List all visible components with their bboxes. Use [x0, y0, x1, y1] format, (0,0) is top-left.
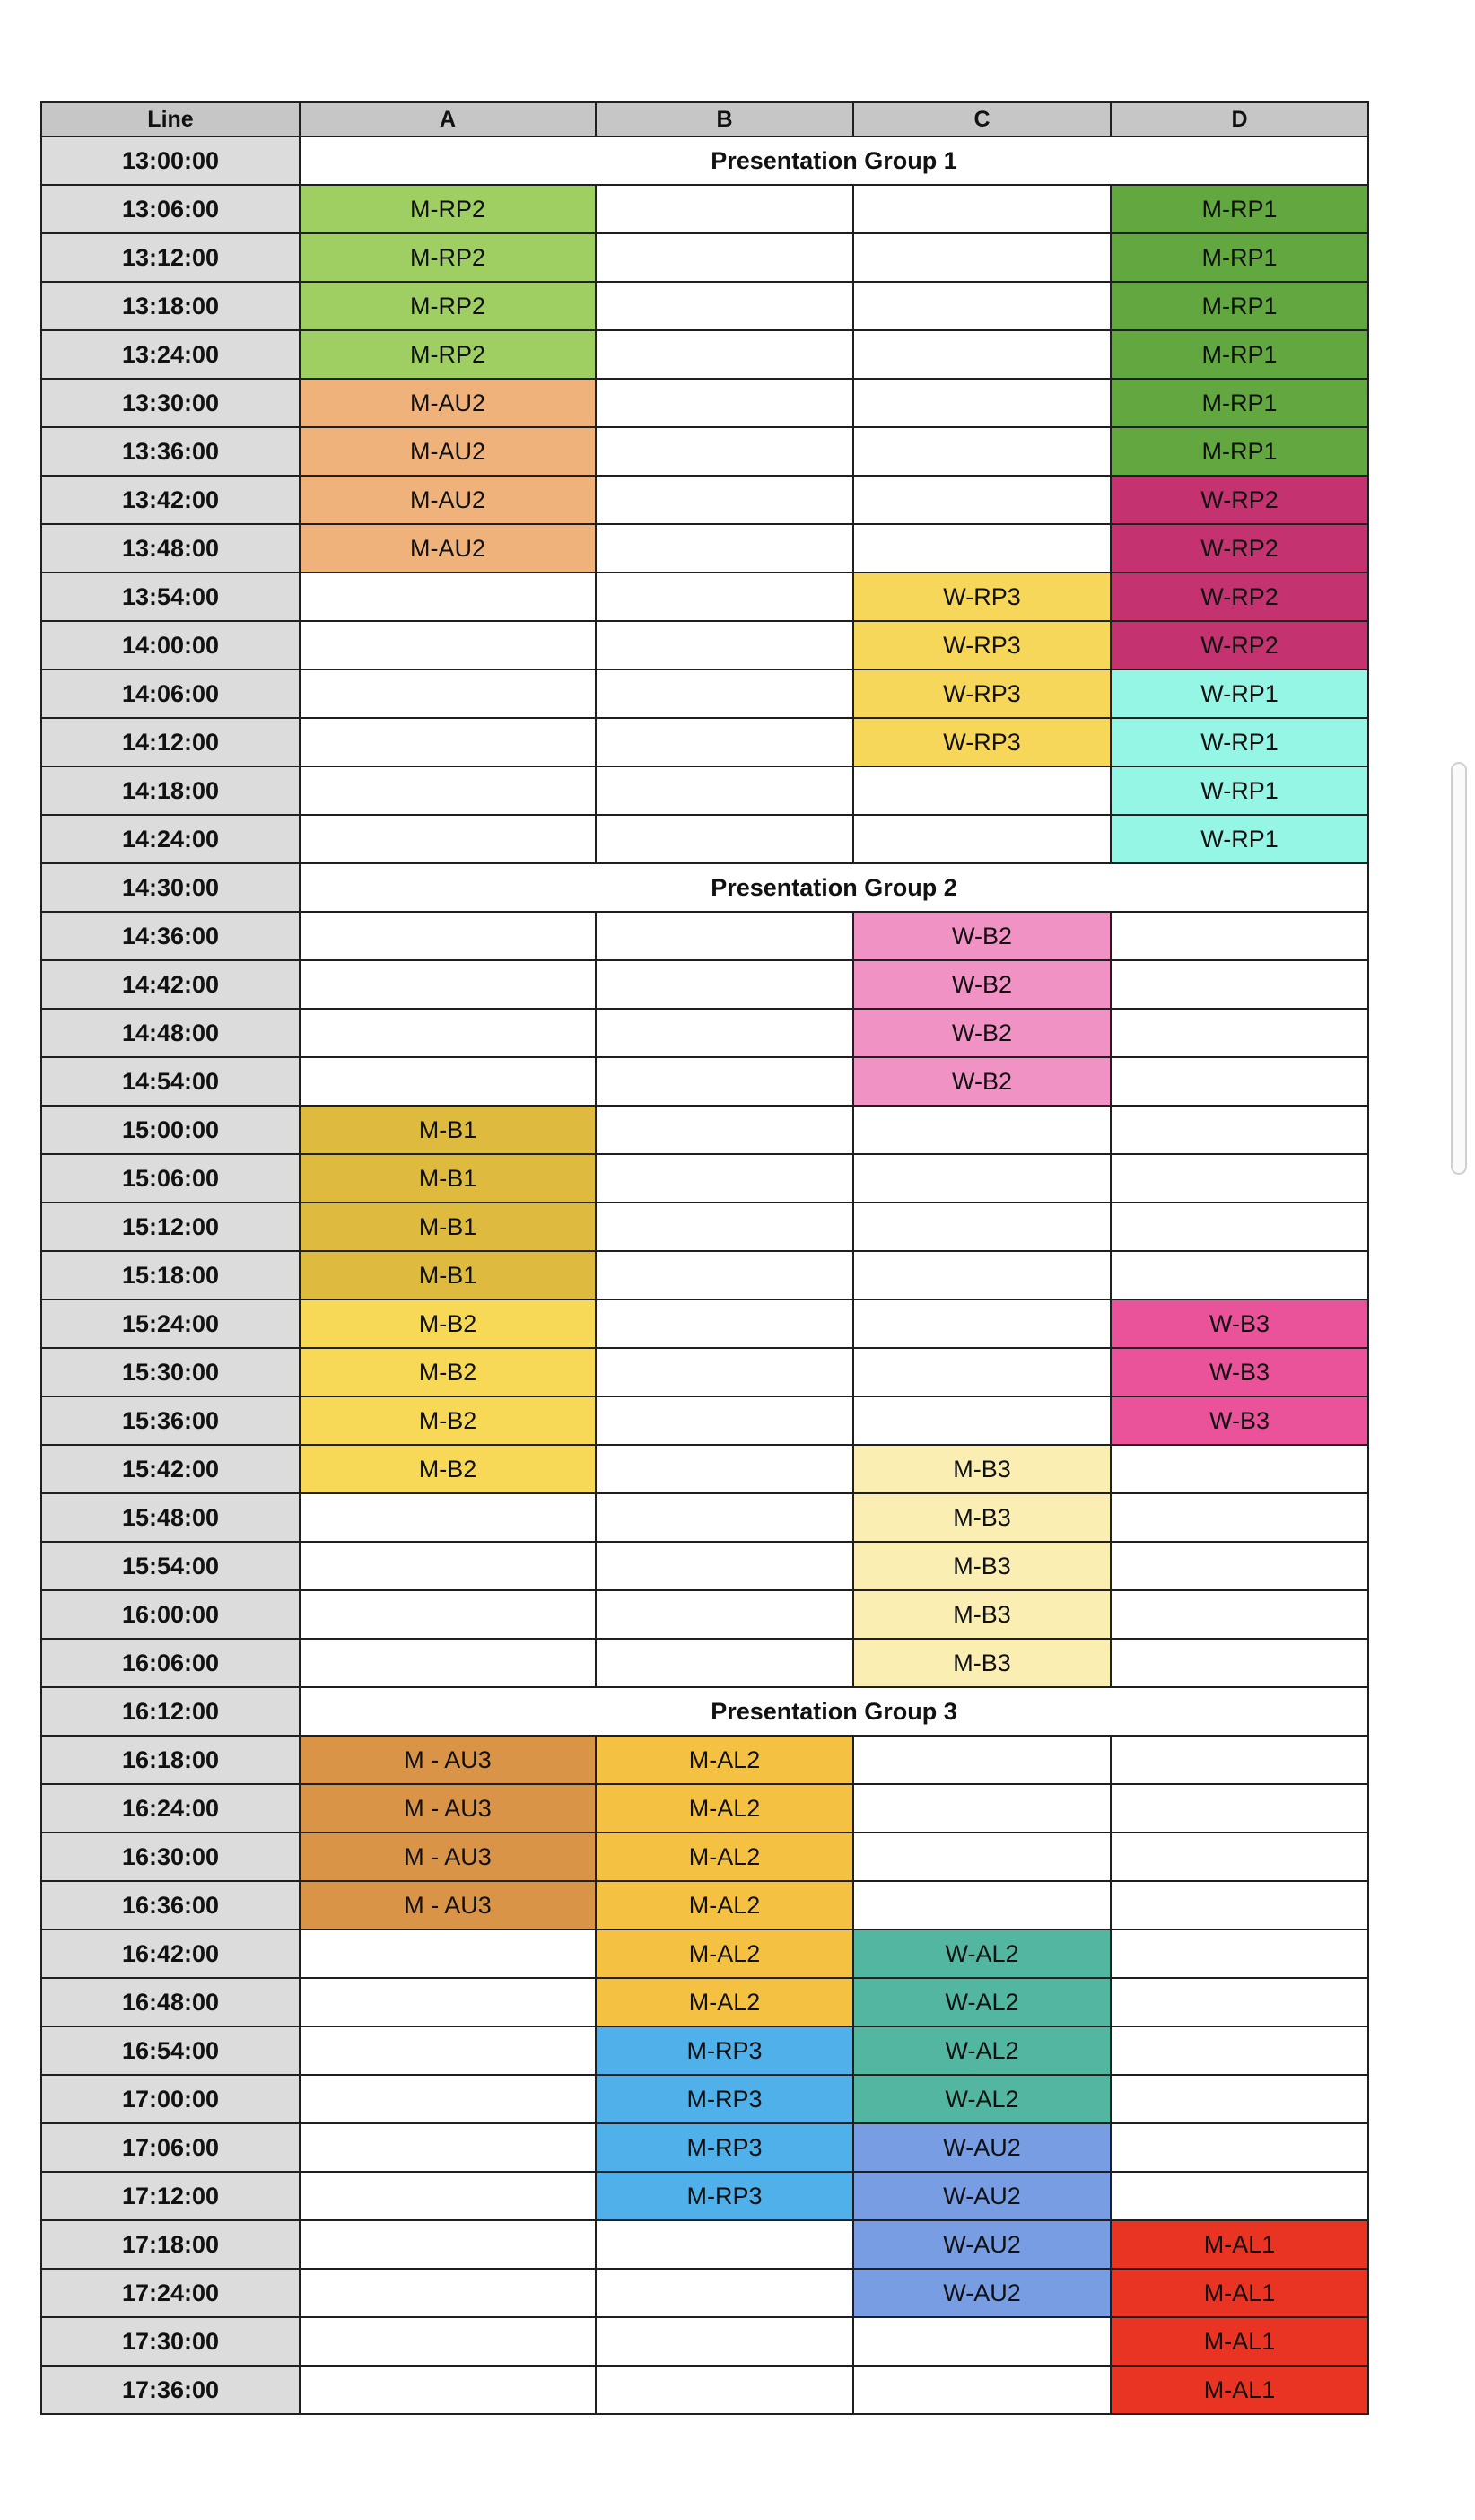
time-cell[interactable]: 13:54:00 — [41, 573, 300, 621]
slot-cell-d[interactable] — [1111, 1784, 1368, 1833]
slot-cell-a[interactable] — [300, 1009, 596, 1057]
slot-cell-c[interactable]: W-AU2 — [853, 2123, 1111, 2172]
slot-cell-b[interactable] — [596, 2269, 853, 2317]
table-row — [41, 1445, 1368, 1493]
slot-cell-a[interactable] — [300, 1493, 596, 1542]
slot-cell-c[interactable] — [853, 1203, 1111, 1251]
time-cell[interactable]: 15:30:00 — [41, 1348, 300, 1396]
slot-cell-d[interactable] — [1111, 912, 1368, 960]
slot-cell-a[interactable]: M-B2 — [300, 1396, 596, 1445]
slot-cell-b[interactable]: M-AL2 — [596, 1978, 853, 2026]
slot-cell-d[interactable] — [1111, 2172, 1368, 2220]
slot-cell-b[interactable]: M-RP3 — [596, 2123, 853, 2172]
time-cell[interactable]: 14:42:00 — [41, 960, 300, 1009]
slot-cell-a[interactable] — [300, 1057, 596, 1106]
slot-cell-b[interactable] — [596, 1493, 853, 1542]
table-row — [41, 2269, 1368, 2317]
slot-cell-a[interactable]: M - AU3 — [300, 1784, 596, 1833]
slot-cell-c[interactable]: W-AL2 — [853, 2026, 1111, 2075]
slot-cell-a[interactable]: M-AU2 — [300, 379, 596, 427]
table-row — [41, 815, 1368, 863]
slot-cell-c[interactable] — [853, 1784, 1111, 1833]
slot-cell-c[interactable]: M-B3 — [853, 1590, 1111, 1639]
slot-cell-b[interactable] — [596, 1009, 853, 1057]
slot-cell-c[interactable]: W-AU2 — [853, 2269, 1111, 2317]
slot-cell-d[interactable] — [1111, 1833, 1368, 1881]
time-cell[interactable]: 15:54:00 — [41, 1542, 300, 1590]
slot-cell-a[interactable] — [300, 1929, 596, 1978]
time-cell[interactable]: 15:36:00 — [41, 1396, 300, 1445]
slot-cell-d[interactable] — [1111, 1929, 1368, 1978]
slot-cell-c[interactable]: M-B3 — [853, 1493, 1111, 1542]
table-row — [41, 1881, 1368, 1929]
slot-cell-a[interactable]: M-B1 — [300, 1203, 596, 1251]
slot-cell-d[interactable] — [1111, 1009, 1368, 1057]
vertical-scrollbar[interactable] — [1451, 762, 1467, 1175]
slot-cell-c[interactable]: W-RP3 — [853, 669, 1111, 718]
column-header-a[interactable]: A — [300, 102, 596, 136]
time-cell[interactable]: 16:30:00 — [41, 1833, 300, 1881]
time-cell[interactable]: 15:24:00 — [41, 1299, 300, 1348]
slot-cell-a[interactable]: M - AU3 — [300, 1736, 596, 1784]
time-cell[interactable]: 13:42:00 — [41, 476, 300, 524]
slot-cell-d[interactable]: W-B3 — [1111, 1396, 1368, 1445]
table-row — [41, 2220, 1368, 2269]
slot-cell-a[interactable] — [300, 669, 596, 718]
time-cell[interactable]: 14:12:00 — [41, 718, 300, 766]
slot-cell-b[interactable] — [596, 669, 853, 718]
slot-cell-a[interactable] — [300, 2026, 596, 2075]
slot-cell-c[interactable]: W-AU2 — [853, 2220, 1111, 2269]
time-cell[interactable]: 14:00:00 — [41, 621, 300, 669]
slot-cell-d[interactable]: M-AL1 — [1111, 2317, 1368, 2366]
slot-cell-a[interactable]: M-RP2 — [300, 233, 596, 282]
slot-cell-c[interactable] — [853, 1881, 1111, 1929]
time-cell[interactable]: 15:18:00 — [41, 1251, 300, 1299]
table-row — [41, 1736, 1368, 1784]
slot-cell-c[interactable]: W-RP3 — [853, 621, 1111, 669]
slot-cell-d[interactable]: W-B3 — [1111, 1348, 1368, 1396]
time-cell[interactable]: 17:06:00 — [41, 2123, 300, 2172]
time-cell[interactable]: 15:00:00 — [41, 1106, 300, 1154]
time-cell[interactable]: 16:36:00 — [41, 1881, 300, 1929]
slot-cell-c[interactable] — [853, 815, 1111, 863]
slot-cell-c[interactable] — [853, 524, 1111, 573]
column-header-b[interactable]: B — [596, 102, 853, 136]
slot-cell-c[interactable] — [853, 427, 1111, 476]
table-row — [41, 2026, 1368, 2075]
slot-cell-b[interactable] — [596, 912, 853, 960]
time-cell[interactable]: 17:24:00 — [41, 2269, 300, 2317]
slot-cell-b[interactable] — [596, 427, 853, 476]
slot-cell-a[interactable] — [300, 718, 596, 766]
slot-cell-d[interactable] — [1111, 1978, 1368, 2026]
slot-cell-d[interactable]: W-RP2 — [1111, 476, 1368, 524]
slot-cell-b[interactable]: M-AL2 — [596, 1736, 853, 1784]
slot-cell-b[interactable] — [596, 1639, 853, 1687]
slot-cell-a[interactable] — [300, 960, 596, 1009]
slot-cell-b[interactable] — [596, 2366, 853, 2414]
slot-cell-c[interactable]: W-B2 — [853, 960, 1111, 1009]
slot-cell-c[interactable] — [853, 330, 1111, 379]
time-cell[interactable]: 15:42:00 — [41, 1445, 300, 1493]
table-row — [41, 2075, 1368, 2123]
slot-cell-a[interactable]: M - AU3 — [300, 1881, 596, 1929]
table-row — [41, 233, 1368, 282]
schedule-table — [40, 101, 1369, 2415]
slot-cell-a[interactable] — [300, 2220, 596, 2269]
time-cell[interactable]: 17:12:00 — [41, 2172, 300, 2220]
table-row — [41, 573, 1368, 621]
group-row — [41, 863, 1368, 912]
table-row — [41, 1251, 1368, 1299]
table-row — [41, 427, 1368, 476]
slot-cell-d[interactable] — [1111, 1251, 1368, 1299]
slot-cell-b[interactable] — [596, 1251, 853, 1299]
time-cell[interactable]: 16:24:00 — [41, 1784, 300, 1833]
slot-cell-b[interactable] — [596, 1396, 853, 1445]
time-cell[interactable]: 14:18:00 — [41, 766, 300, 815]
column-header-d[interactable]: D — [1111, 102, 1368, 136]
table-row — [41, 330, 1368, 379]
slot-cell-a[interactable]: M-RP2 — [300, 185, 596, 233]
slot-cell-a[interactable] — [300, 1978, 596, 2026]
slot-cell-d[interactable]: M-RP1 — [1111, 185, 1368, 233]
slot-cell-b[interactable] — [596, 718, 853, 766]
time-cell[interactable]: 15:48:00 — [41, 1493, 300, 1542]
time-cell[interactable]: 15:12:00 — [41, 1203, 300, 1251]
slot-cell-c[interactable] — [853, 379, 1111, 427]
slot-cell-b[interactable] — [596, 2317, 853, 2366]
slot-cell-d[interactable] — [1111, 1154, 1368, 1203]
slot-cell-c[interactable] — [853, 2366, 1111, 2414]
time-cell[interactable]: 14:48:00 — [41, 1009, 300, 1057]
table-row — [41, 766, 1368, 815]
slot-cell-b[interactable] — [596, 185, 853, 233]
table-row — [41, 1154, 1368, 1203]
table-row — [41, 621, 1368, 669]
slot-cell-b[interactable] — [596, 1445, 853, 1493]
slot-cell-a[interactable] — [300, 2269, 596, 2317]
table-row — [41, 2123, 1368, 2172]
slot-cell-a[interactable]: M - AU3 — [300, 1833, 596, 1881]
slot-cell-b[interactable] — [596, 815, 853, 863]
slot-cell-c[interactable] — [853, 282, 1111, 330]
table-row — [41, 2317, 1368, 2366]
slot-cell-d[interactable] — [1111, 1881, 1368, 1929]
slot-cell-b[interactable] — [596, 233, 853, 282]
time-cell[interactable]: 15:06:00 — [41, 1154, 300, 1203]
slot-cell-b[interactable]: M-RP3 — [596, 2172, 853, 2220]
table-row — [41, 1833, 1368, 1881]
slot-cell-d[interactable] — [1111, 1493, 1368, 1542]
slot-cell-a[interactable]: M-B2 — [300, 1299, 596, 1348]
table-row — [41, 1057, 1368, 1106]
time-cell[interactable]: 13:18:00 — [41, 282, 300, 330]
table-row — [41, 1299, 1368, 1348]
slot-cell-c[interactable]: M-B3 — [853, 1639, 1111, 1687]
slot-cell-c[interactable] — [853, 1833, 1111, 1881]
slot-cell-a[interactable] — [300, 815, 596, 863]
table-row — [41, 1784, 1368, 1833]
table-row — [41, 669, 1368, 718]
time-cell[interactable]: 16:12:00 — [41, 1687, 300, 1736]
slot-cell-d[interactable]: W-RP2 — [1111, 524, 1368, 573]
slot-cell-a[interactable] — [300, 2366, 596, 2414]
table-row — [41, 2172, 1368, 2220]
slot-cell-b[interactable] — [596, 330, 853, 379]
table-row — [41, 1009, 1368, 1057]
table-row — [41, 1396, 1368, 1445]
time-cell[interactable]: 14:36:00 — [41, 912, 300, 960]
presentation-group-label[interactable]: Presentation Group 1 — [300, 136, 1368, 185]
slot-cell-d[interactable] — [1111, 1057, 1368, 1106]
slot-cell-a[interactable]: M-AU2 — [300, 427, 596, 476]
slot-cell-c[interactable] — [853, 233, 1111, 282]
slot-cell-a[interactable] — [300, 912, 596, 960]
table-row — [41, 2366, 1368, 2414]
slot-cell-a[interactable]: M-AU2 — [300, 524, 596, 573]
time-cell[interactable]: 13:24:00 — [41, 330, 300, 379]
group-row — [41, 1687, 1368, 1736]
time-cell[interactable]: 14:06:00 — [41, 669, 300, 718]
slot-cell-d[interactable] — [1111, 2123, 1368, 2172]
slot-cell-b[interactable] — [596, 1590, 853, 1639]
table-row — [41, 1929, 1368, 1978]
slot-cell-a[interactable]: M-RP2 — [300, 330, 596, 379]
slot-cell-a[interactable]: M-RP2 — [300, 282, 596, 330]
table-row — [41, 185, 1368, 233]
slot-cell-c[interactable] — [853, 2317, 1111, 2366]
slot-cell-c[interactable]: W-B2 — [853, 1057, 1111, 1106]
slot-cell-d[interactable]: M-AL1 — [1111, 2269, 1368, 2317]
slot-cell-b[interactable] — [596, 379, 853, 427]
slot-cell-b[interactable] — [596, 573, 853, 621]
presentation-group-label[interactable]: Presentation Group 2 — [300, 863, 1368, 912]
slot-cell-b[interactable] — [596, 282, 853, 330]
slot-cell-b[interactable] — [596, 1154, 853, 1203]
table-row — [41, 1542, 1368, 1590]
schedule-body — [41, 136, 1368, 2414]
slot-cell-d[interactable]: W-RP1 — [1111, 766, 1368, 815]
slot-cell-d[interactable] — [1111, 1203, 1368, 1251]
slot-cell-a[interactable]: M-B1 — [300, 1154, 596, 1203]
table-row — [41, 1639, 1368, 1687]
slot-cell-d[interactable] — [1111, 1639, 1368, 1687]
slot-cell-a[interactable] — [300, 2075, 596, 2123]
slot-cell-b[interactable] — [596, 524, 853, 573]
slot-cell-c[interactable] — [853, 185, 1111, 233]
schedule-header — [41, 102, 1368, 136]
time-cell[interactable]: 13:06:00 — [41, 185, 300, 233]
table-row — [41, 524, 1368, 573]
slot-cell-d[interactable]: M-RP1 — [1111, 379, 1368, 427]
slot-cell-b[interactable] — [596, 1057, 853, 1106]
column-header-line[interactable]: Line — [41, 102, 300, 136]
slot-cell-b[interactable]: M-AL2 — [596, 1929, 853, 1978]
slot-cell-d[interactable] — [1111, 1106, 1368, 1154]
table-row — [41, 912, 1368, 960]
slot-cell-d[interactable] — [1111, 1445, 1368, 1493]
slot-cell-b[interactable] — [596, 960, 853, 1009]
slot-cell-c[interactable]: W-RP3 — [853, 718, 1111, 766]
table-row — [41, 718, 1368, 766]
time-cell[interactable]: 17:00:00 — [41, 2075, 300, 2123]
slot-cell-b[interactable] — [596, 1106, 853, 1154]
table-row — [41, 476, 1368, 524]
slot-cell-b[interactable]: M-AL2 — [596, 1881, 853, 1929]
table-row — [41, 282, 1368, 330]
time-cell[interactable]: 13:30:00 — [41, 379, 300, 427]
slot-cell-a[interactable]: M-B2 — [300, 1445, 596, 1493]
time-cell[interactable]: 13:48:00 — [41, 524, 300, 573]
table-row — [41, 1106, 1368, 1154]
time-cell[interactable]: 16:00:00 — [41, 1590, 300, 1639]
time-cell[interactable]: 13:12:00 — [41, 233, 300, 282]
slot-cell-d[interactable]: W-RP2 — [1111, 621, 1368, 669]
slot-cell-d[interactable] — [1111, 1736, 1368, 1784]
slot-cell-c[interactable]: M-B3 — [853, 1445, 1111, 1493]
table-row — [41, 960, 1368, 1009]
slot-cell-c[interactable]: W-AU2 — [853, 2172, 1111, 2220]
slot-cell-a[interactable]: M-AU2 — [300, 476, 596, 524]
slot-cell-a[interactable] — [300, 1639, 596, 1687]
slot-cell-b[interactable]: M-RP3 — [596, 2075, 853, 2123]
slot-cell-c[interactable]: W-B2 — [853, 912, 1111, 960]
slot-cell-b[interactable] — [596, 1348, 853, 1396]
slot-cell-c[interactable] — [853, 1736, 1111, 1784]
slot-cell-b[interactable] — [596, 2220, 853, 2269]
table-row — [41, 1978, 1368, 2026]
slot-cell-c[interactable] — [853, 1348, 1111, 1396]
slot-cell-d[interactable]: W-RP2 — [1111, 573, 1368, 621]
slot-cell-d[interactable]: W-RP1 — [1111, 718, 1368, 766]
header-row — [41, 102, 1368, 136]
time-cell[interactable]: 16:42:00 — [41, 1929, 300, 1978]
slot-cell-a[interactable]: M-B1 — [300, 1106, 596, 1154]
table-row — [41, 1590, 1368, 1639]
time-cell[interactable]: 13:36:00 — [41, 427, 300, 476]
slot-cell-d[interactable]: M-AL1 — [1111, 2220, 1368, 2269]
slot-cell-c[interactable]: M-B3 — [853, 1542, 1111, 1590]
slot-cell-c[interactable] — [853, 1251, 1111, 1299]
slot-cell-d[interactable] — [1111, 2075, 1368, 2123]
slot-cell-a[interactable] — [300, 573, 596, 621]
slot-cell-b[interactable] — [596, 766, 853, 815]
time-cell[interactable]: 14:30:00 — [41, 863, 300, 912]
slot-cell-b[interactable] — [596, 1299, 853, 1348]
presentation-group-label[interactable]: Presentation Group 3 — [300, 1687, 1368, 1736]
slot-cell-b[interactable] — [596, 476, 853, 524]
table-row — [41, 1493, 1368, 1542]
slot-cell-c[interactable] — [853, 766, 1111, 815]
slot-cell-d[interactable]: M-RP1 — [1111, 427, 1368, 476]
slot-cell-d[interactable]: W-B3 — [1111, 1299, 1368, 1348]
slot-cell-b[interactable] — [596, 621, 853, 669]
slot-cell-a[interactable] — [300, 2317, 596, 2366]
slot-cell-b[interactable]: M-AL2 — [596, 1784, 853, 1833]
slot-cell-b[interactable] — [596, 1203, 853, 1251]
table-row — [41, 1203, 1368, 1251]
slot-cell-c[interactable]: W-B2 — [853, 1009, 1111, 1057]
slot-cell-d[interactable] — [1111, 960, 1368, 1009]
slot-cell-d[interactable]: M-RP1 — [1111, 233, 1368, 282]
slot-cell-c[interactable] — [853, 1154, 1111, 1203]
slot-cell-d[interactable]: M-RP1 — [1111, 330, 1368, 379]
time-cell[interactable]: 16:54:00 — [41, 2026, 300, 2075]
slot-cell-d[interactable] — [1111, 2026, 1368, 2075]
slot-cell-b[interactable]: M-AL2 — [596, 1833, 853, 1881]
slot-cell-d[interactable]: W-RP1 — [1111, 815, 1368, 863]
time-cell[interactable]: 16:18:00 — [41, 1736, 300, 1784]
group-row — [41, 136, 1368, 185]
slot-cell-c[interactable]: W-AL2 — [853, 2075, 1111, 2123]
table-row — [41, 379, 1368, 427]
time-cell[interactable]: 14:24:00 — [41, 815, 300, 863]
slot-cell-c[interactable]: W-AL2 — [853, 1978, 1111, 2026]
table-row — [41, 1348, 1368, 1396]
slot-cell-d[interactable]: W-RP1 — [1111, 669, 1368, 718]
time-cell[interactable]: 13:00:00 — [41, 136, 300, 185]
slot-cell-c[interactable]: W-RP3 — [853, 573, 1111, 621]
slot-cell-b[interactable]: M-RP3 — [596, 2026, 853, 2075]
slot-cell-a[interactable] — [300, 766, 596, 815]
time-cell[interactable]: 17:18:00 — [41, 2220, 300, 2269]
slot-cell-c[interactable] — [853, 1106, 1111, 1154]
slot-cell-c[interactable] — [853, 476, 1111, 524]
slot-cell-b[interactable] — [596, 1542, 853, 1590]
slot-cell-a[interactable] — [300, 2172, 596, 2220]
time-cell[interactable]: 17:36:00 — [41, 2366, 300, 2414]
time-cell[interactable]: 17:30:00 — [41, 2317, 300, 2366]
slot-cell-a[interactable]: M-B2 — [300, 1348, 596, 1396]
slot-cell-a[interactable]: M-B1 — [300, 1251, 596, 1299]
time-cell[interactable]: 14:54:00 — [41, 1057, 300, 1106]
slot-cell-c[interactable] — [853, 1396, 1111, 1445]
slot-cell-d[interactable] — [1111, 1542, 1368, 1590]
slot-cell-c[interactable]: W-AL2 — [853, 1929, 1111, 1978]
time-cell[interactable]: 16:06:00 — [41, 1639, 300, 1687]
slot-cell-a[interactable] — [300, 2123, 596, 2172]
slot-cell-d[interactable] — [1111, 1590, 1368, 1639]
column-header-c[interactable]: C — [853, 102, 1111, 136]
slot-cell-d[interactable]: M-RP1 — [1111, 282, 1368, 330]
slot-cell-a[interactable] — [300, 1542, 596, 1590]
slot-cell-a[interactable] — [300, 1590, 596, 1639]
time-cell[interactable]: 16:48:00 — [41, 1978, 300, 2026]
slot-cell-c[interactable] — [853, 1299, 1111, 1348]
slot-cell-a[interactable] — [300, 621, 596, 669]
slot-cell-d[interactable]: M-AL1 — [1111, 2366, 1368, 2414]
